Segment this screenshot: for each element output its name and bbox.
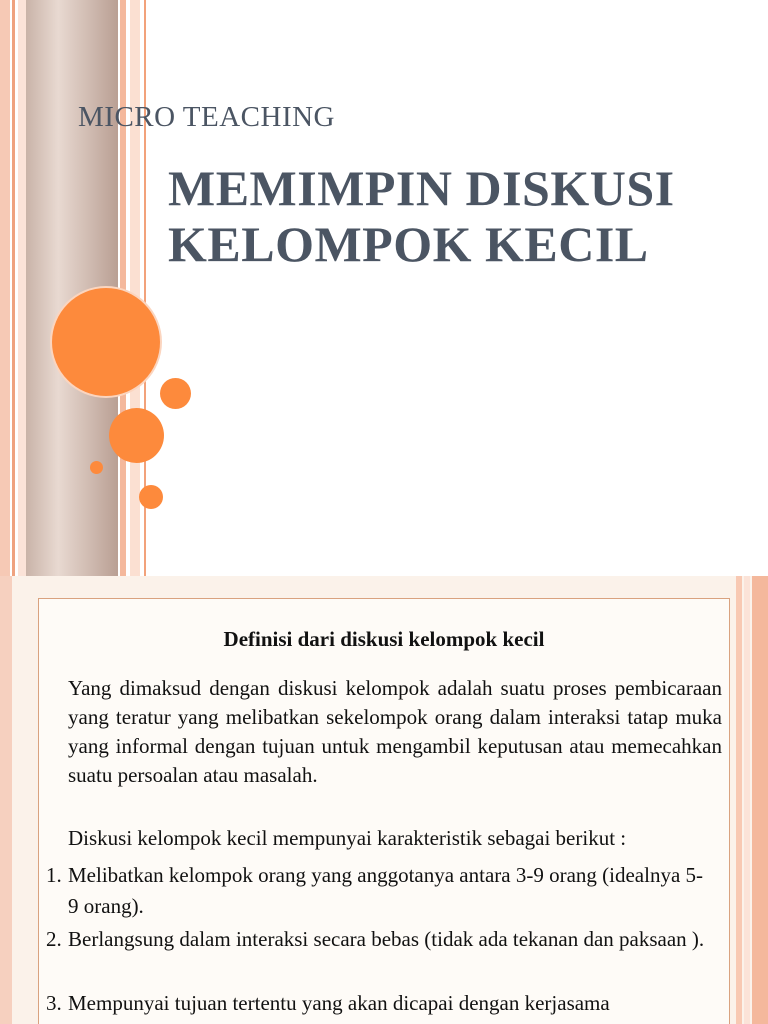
- list-item: [46, 860, 708, 922]
- list-item: [46, 924, 708, 955]
- content-box: [38, 598, 730, 1024]
- decor-circle-small: [160, 378, 191, 409]
- title-line-1: MEMIMPIN DISKUSI: [168, 160, 675, 216]
- list-text: Berlangsung dalam interaksi secara bebas (tidak ada tekanan dan paksaan ).: [68, 927, 705, 951]
- decor-stripe: [752, 576, 768, 1024]
- content-slide: [0, 576, 768, 1024]
- list-text: Mempunyai tujuan tertentu yang akan dicapai dengan kerjasama: [68, 991, 610, 1015]
- slide-title: [168, 160, 675, 272]
- slide-subtitle: MICRO TEACHING: [78, 101, 335, 133]
- decor-stripe: [736, 576, 742, 1024]
- decor-stripe: [130, 0, 140, 576]
- content-heading: Definisi dari diskusi kelompok kecil: [223, 627, 545, 651]
- list-text: Melibatkan kelompok orang yang anggotanya antara 3-9 orang (idealnya 5-9 orang).: [68, 863, 704, 918]
- decor-stripe: [0, 0, 10, 576]
- decor-circle-large: [52, 288, 160, 396]
- decor-stripe: [12, 0, 15, 576]
- decor-circle-medium: [109, 408, 164, 463]
- decor-stripe: [18, 0, 26, 576]
- definition-paragraph: Yang dimaksud dengan diskusi kelompok adalah suatu proses pembicaraan yang teratur yang melibatkan sekelompok orang dalam interaksi tatap muka yang informal dengan tujuan untuk mengambil keputusan atau memecahkan suatu persoalan atau masalah.: [68, 676, 722, 787]
- list-number: 1.: [46, 863, 62, 887]
- list-number: 2.: [46, 927, 62, 951]
- decor-circle-tiny: [90, 461, 103, 474]
- decor-circle-small: [139, 485, 163, 509]
- decor-stripe: [0, 576, 12, 1024]
- decor-stripe: [744, 576, 750, 1024]
- list-number: 3.: [46, 991, 62, 1015]
- decor-stripe: [120, 0, 126, 576]
- title-line-2: KELOMPOK KECIL: [168, 216, 649, 272]
- list-item: [46, 988, 708, 1019]
- characteristics-intro: Diskusi kelompok kecil mempunyai karakteristik sebagai berikut :: [68, 826, 627, 850]
